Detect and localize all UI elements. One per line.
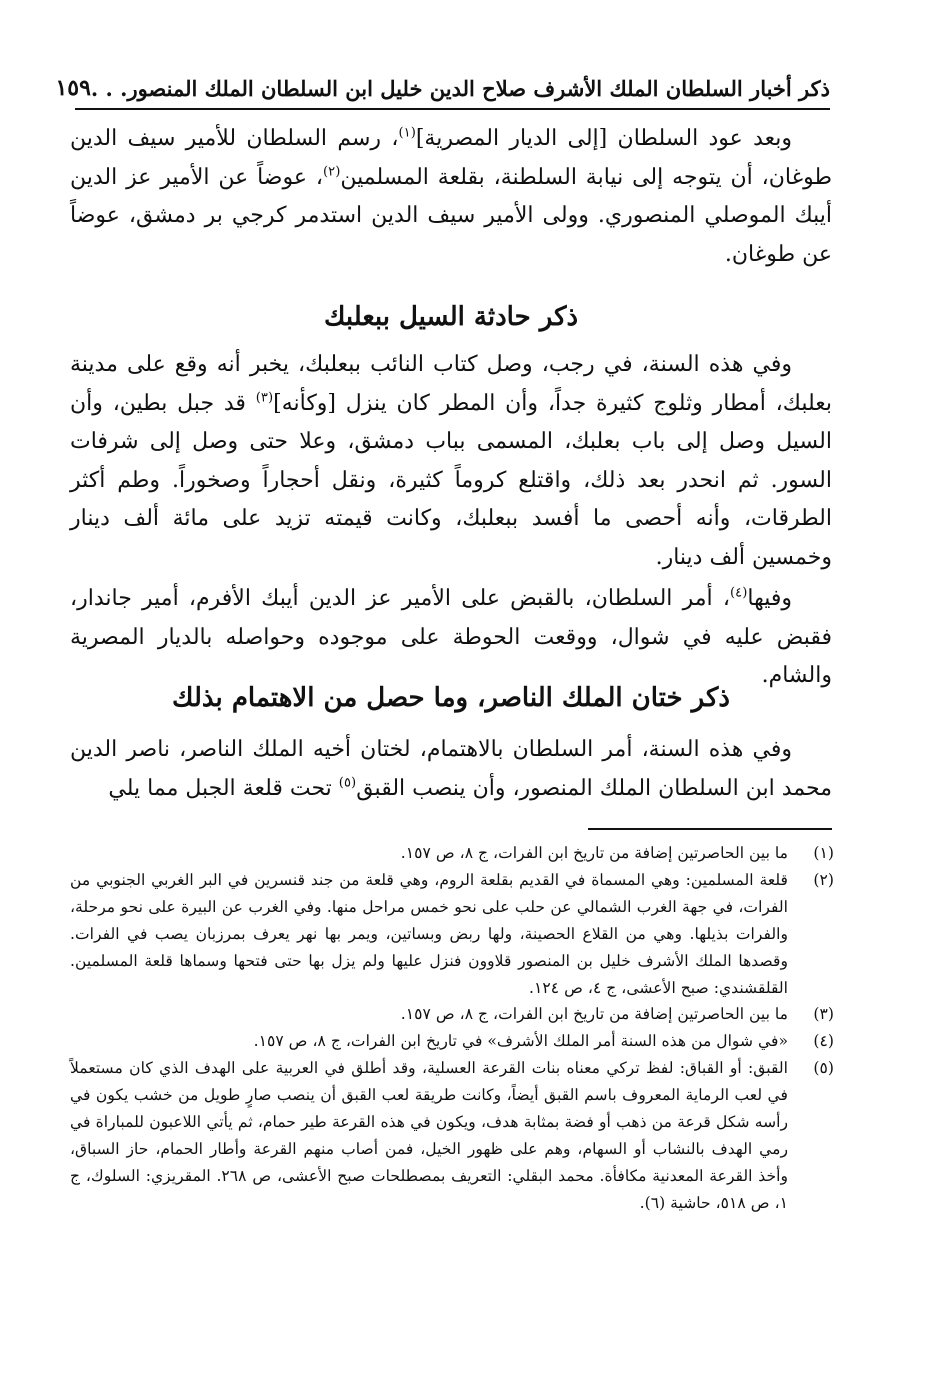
footnote-number: (٢)	[813, 870, 834, 889]
footnote-text: قلعة المسلمين: وهي المسماة في القديم بقلعة الروم، وهي قلعة من جند قنسرين في البر الغربي الجنوبي من الفرات، في جهة الغرب الشمالي عن حلب على نحو خمس مراحل منها. وفي الغرب عن البيرة على نحو مرحلة، والفرات بذيلها. وهي من القلاع الحصينة، ولها ربض وبساتين، ويمر بها نهر يعرف بمرزبان يصب في الفرات. وقصدها الملك الأشرف خليل بن المنصور قلاوون فنزل عليها ولم يزل بها حتى فتحها وسماها قلعة المسلمين. القلقشندي: صبح الأعشى، ج ٤، ص ١٢٤.	[70, 870, 789, 997]
text-run: تحت قلعة الجبل مما يلي	[108, 775, 339, 801]
footnote-number: (٤)	[813, 1032, 834, 1051]
text-run: ، رسم السلطان للأمير سيف الدين طوغان، أن يتوجه إلى نيابة السلطنة، بقلعة المسلمين	[70, 126, 832, 190]
section-heading-circumcision: ذكر ختان الملك الناصر، وما حصل من الاهتمام بذلك	[172, 683, 730, 713]
footnote-text: «في شوال من هذه السنة أمر الملك الأشرف» في تاريخ ابن الفرات، ج ٨، ص ١٥٧.	[253, 1032, 788, 1051]
body-paragraph	[70, 120, 832, 274]
footnote-ref: (١)	[398, 125, 416, 141]
paragraph-baalbek-flood	[70, 346, 832, 578]
footnote-item	[70, 1001, 834, 1028]
footnote-item	[70, 1028, 834, 1055]
footnote-ref: (٥)	[338, 775, 357, 791]
text-run: وفي هذه السنة، أمر السلطان بالاهتمام، لختان أخيه الملك الناصر، ناصر الدين محمد ابن السلطان الملك المنصور، وأن ينصب القبق	[70, 737, 832, 801]
paragraph-circumcision	[70, 731, 832, 808]
footnote-separator	[588, 828, 832, 830]
footnote-text: ما بين الحاصرتين إضافة من تاريخ ابن الفرات، ج ٨، ص ١٥٧.	[400, 1005, 788, 1024]
running-header-title: ذكر أخبار السلطان الملك الأشرف صلاح الدين خليل ابن السلطان الملك المنصور. . .	[90, 75, 830, 101]
footnotes	[70, 840, 834, 1217]
body-paragraph	[70, 731, 832, 808]
footnote-item	[70, 1055, 834, 1216]
footnote-number: (٥)	[813, 1059, 834, 1078]
footnote-number: (٣)	[813, 1005, 834, 1024]
footnote-item	[70, 867, 834, 1002]
text-run: وبعد عود السلطان [إلى الديار المصرية]	[415, 126, 792, 151]
running-header	[55, 68, 830, 110]
footnote-ref: (٤)	[729, 585, 748, 601]
footnote-item	[70, 840, 834, 867]
body-paragraph	[70, 346, 832, 578]
footnote-text: القبق: أو القباق: لفظ تركي معناه بنات القرعة العسلية، وقد أطلق في العربية على الهدف الذي كان مستعملاً في لعب الرماية المعروف باسم القبق أيضاً، وكانت طريقة لعب القبق أن ينصب صارٍ طويل من خشب يكون في رأسه شكل قرعة من ذهب أو فضة بمثابة هدف، ويكون في هذه القرعة طير حمام، ثم يأتي اللاعبون للمباراة في رمي الهدف بالنشاب أو السهام، وهم على ظهور الخيل، فمن أصاب منهم القرعة وأطار الحمام، حاز السباق، وأخذ القرعة المعدنية مكافأة. محمد البقلي: التعريف بمصطلحات صبح الأعشى، ص ٢٦٨. المقريزي: السلوك، ج ١، ص ٥١٨، حاشية (٦).	[70, 1059, 788, 1212]
paragraph-sultan-return	[70, 120, 832, 274]
text-run: ، عوضاً عن الأمير عز الدين أيبك الموصلي المنصوري. وولى الأمير سيف الدين استدمر كرجي بر دمشق، عوضاً عن طوغان.	[70, 164, 832, 267]
footnote-ref: (٢)	[322, 164, 341, 180]
text-run: قد جبل بطين، وأن السيل وصل إلى باب بعلبك، المسمى بباب دمشق، وعلا حتى وصل إلى شرفات السور. ثم انحدر بعد ذلك، واقتلع كروماً كثيرة، ونقل أحجاراً وصخوراً. وطم أكثر الطرقات، وأنه أحصى ما أفسد ببعلبك، وكانت قيمته تزيد على مائة ألف دينار وخمسين ألف دينار.	[70, 390, 832, 570]
section-heading-baalbek-flood: ذكر حادثة السيل ببعلبك	[323, 302, 579, 332]
footnote-number: (١)	[813, 844, 834, 862]
footnote-ref: (٣)	[255, 390, 274, 406]
page-number: ١٥٩	[55, 75, 91, 101]
footnote-text: ما بين الحاصرتين إضافة من تاريخ ابن الفرات، ج ٨، ص ١٥٧.	[400, 844, 788, 862]
text-run: ، أمر السلطان، بالقبض على الأمير عز الدين أيبك الأفرم، أمير جاندار، فقبض عليه في شوال، ووقعت الحوطة على موجوده وحواصله بالديار المصرية والشام.	[70, 586, 832, 689]
text-run: وفيها	[747, 586, 792, 611]
text-run: وفي هذه السنة، في رجب، وصل كتاب النائب ببعلبك، يخبر أنه وقع على مدينة بعلبك، أمطار وثلوج كثيرة جداً، وأن المطر كان ينزل [وكأنه]	[70, 352, 832, 416]
